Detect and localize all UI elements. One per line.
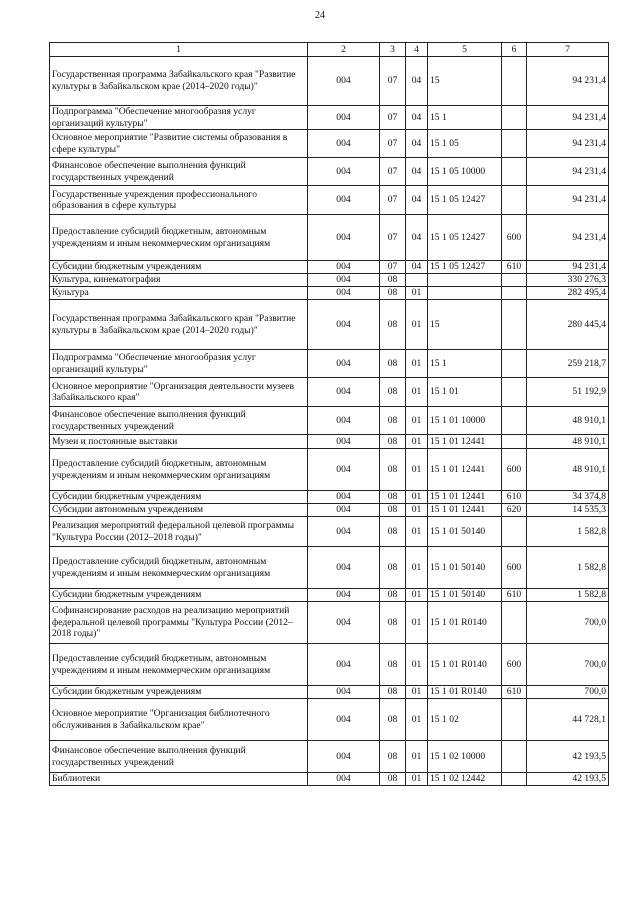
row-ministry-code: 004: [308, 130, 380, 158]
row-name: Субсидии бюджетным учреждениям: [50, 686, 308, 699]
table-row: [50, 287, 609, 300]
table-row: [50, 350, 609, 378]
budget-table: [49, 42, 609, 786]
row-section-code: 07: [380, 215, 406, 261]
column-header: 2: [308, 43, 380, 57]
row-target-article: 15 1 01 R0140: [428, 644, 502, 686]
table-row: [50, 57, 609, 106]
row-expense-type: 610: [502, 589, 527, 602]
row-section-code: 08: [380, 517, 406, 547]
row-section-code: 07: [380, 106, 406, 130]
row-expense-type: [502, 741, 527, 773]
row-ministry-code: 004: [308, 435, 380, 449]
row-subsection-code: 04: [406, 106, 428, 130]
row-target-article: [428, 287, 502, 300]
table-row: [50, 741, 609, 773]
row-section-code: 08: [380, 602, 406, 644]
row-name: Реализация мероприятий федеральной целевой программы "Культура России (2012–2018 годы)": [50, 517, 308, 547]
row-section-code: 08: [380, 378, 406, 407]
row-name: Культура: [50, 287, 308, 300]
row-target-article: 15: [428, 300, 502, 350]
row-amount: 48 910,1: [527, 435, 609, 449]
row-amount: 280 445,4: [527, 300, 609, 350]
row-expense-type: [502, 57, 527, 106]
row-amount: 48 910,1: [527, 449, 609, 491]
row-ministry-code: 004: [308, 504, 380, 517]
row-section-code: 08: [380, 287, 406, 300]
row-amount: 51 192,9: [527, 378, 609, 407]
column-header: 3: [380, 43, 406, 57]
row-expense-type: 600: [502, 644, 527, 686]
row-name: Субсидии автономным учреждениям: [50, 504, 308, 517]
row-subsection-code: 01: [406, 602, 428, 644]
row-expense-type: 600: [502, 547, 527, 589]
row-target-article: 15 1 01 12441: [428, 449, 502, 491]
table-row: [50, 261, 609, 274]
row-expense-type: 620: [502, 504, 527, 517]
row-amount: 700,0: [527, 644, 609, 686]
row-name: Субсидии бюджетным учреждениям: [50, 491, 308, 504]
row-amount: 259 218,7: [527, 350, 609, 378]
row-ministry-code: 004: [308, 106, 380, 130]
row-subsection-code: 01: [406, 449, 428, 491]
row-amount: 94 231,4: [527, 57, 609, 106]
row-section-code: 08: [380, 449, 406, 491]
row-expense-type: [502, 602, 527, 644]
row-section-code: 07: [380, 57, 406, 106]
row-expense-type: 610: [502, 261, 527, 274]
row-ministry-code: 004: [308, 589, 380, 602]
row-amount: 94 231,4: [527, 261, 609, 274]
row-amount: 44 728,1: [527, 699, 609, 741]
row-ministry-code: 004: [308, 602, 380, 644]
row-subsection-code: 01: [406, 407, 428, 435]
row-expense-type: [502, 773, 527, 786]
row-name: Предоставление субсидий бюджетным, автономным учреждениям и иным некоммерческим организациям: [50, 547, 308, 589]
row-target-article: 15 1 05 12427: [428, 215, 502, 261]
row-amount: 94 231,4: [527, 186, 609, 215]
row-section-code: 08: [380, 407, 406, 435]
row-amount: 94 231,4: [527, 130, 609, 158]
row-name: Музеи и постоянные выставки: [50, 435, 308, 449]
table-row: [50, 407, 609, 435]
row-expense-type: [502, 435, 527, 449]
table-row: [50, 274, 609, 287]
page-number: 24: [315, 10, 325, 21]
row-ministry-code: 004: [308, 158, 380, 186]
row-subsection-code: 01: [406, 589, 428, 602]
table-body: [50, 57, 609, 786]
row-target-article: 15 1 05: [428, 130, 502, 158]
row-ministry-code: 004: [308, 741, 380, 773]
table-row: [50, 449, 609, 491]
row-amount: 94 231,4: [527, 106, 609, 130]
row-section-code: 08: [380, 589, 406, 602]
row-expense-type: 600: [502, 449, 527, 491]
row-section-code: 07: [380, 158, 406, 186]
table-row: [50, 158, 609, 186]
row-ministry-code: 004: [308, 215, 380, 261]
row-subsection-code: 01: [406, 699, 428, 741]
row-target-article: 15 1 01 R0140: [428, 686, 502, 699]
row-name: Библиотеки: [50, 773, 308, 786]
row-ministry-code: 004: [308, 773, 380, 786]
row-subsection-code: 01: [406, 287, 428, 300]
row-ministry-code: 004: [308, 378, 380, 407]
row-section-code: 08: [380, 686, 406, 699]
row-amount: 700,0: [527, 602, 609, 644]
row-expense-type: [502, 699, 527, 741]
row-section-code: 08: [380, 435, 406, 449]
table-row: [50, 130, 609, 158]
row-expense-type: [502, 300, 527, 350]
row-section-code: 08: [380, 274, 406, 287]
column-header: 4: [406, 43, 428, 57]
row-target-article: 15 1: [428, 350, 502, 378]
row-ministry-code: 004: [308, 644, 380, 686]
row-expense-type: [502, 106, 527, 130]
row-ministry-code: 004: [308, 274, 380, 287]
row-amount: 330 276,3: [527, 274, 609, 287]
row-ministry-code: 004: [308, 686, 380, 699]
row-target-article: 15 1 01 10000: [428, 407, 502, 435]
row-expense-type: [502, 130, 527, 158]
row-name: Основное мероприятие "Организация деятельности музеев Забайкальского края": [50, 378, 308, 407]
row-amount: 1 582,8: [527, 589, 609, 602]
row-section-code: 07: [380, 130, 406, 158]
row-name: Основное мероприятие "Организация библиотечного обслуживания в Забайкальском крае": [50, 699, 308, 741]
row-amount: 1 582,8: [527, 547, 609, 589]
row-target-article: 15 1 05 10000: [428, 158, 502, 186]
row-amount: 34 374,8: [527, 491, 609, 504]
row-amount: 42 193,5: [527, 773, 609, 786]
table-row: [50, 517, 609, 547]
row-subsection-code: 01: [406, 378, 428, 407]
table-row: [50, 602, 609, 644]
table-row: [50, 699, 609, 741]
table-row: [50, 300, 609, 350]
row-amount: 48 910,1: [527, 407, 609, 435]
row-section-code: 08: [380, 741, 406, 773]
row-name: Основное мероприятие "Развитие системы образования в сфере культуры": [50, 130, 308, 158]
row-ministry-code: 004: [308, 300, 380, 350]
row-subsection-code: 01: [406, 517, 428, 547]
row-section-code: 07: [380, 261, 406, 274]
row-expense-type: [502, 158, 527, 186]
table-row: [50, 589, 609, 602]
header-row: [50, 43, 609, 57]
row-target-article: 15 1 01 12441: [428, 491, 502, 504]
row-subsection-code: 01: [406, 644, 428, 686]
row-name: Софинансирование расходов на реализацию мероприятий федеральной целевой программы "Культура России (2012–2018 годы)": [50, 602, 308, 644]
row-subsection-code: 01: [406, 300, 428, 350]
table-row: [50, 504, 609, 517]
row-expense-type: 610: [502, 491, 527, 504]
row-subsection-code: 01: [406, 504, 428, 517]
row-subsection-code: 01: [406, 547, 428, 589]
row-amount: 94 231,4: [527, 158, 609, 186]
table-row: [50, 547, 609, 589]
row-name: Субсидии бюджетным учреждениям: [50, 261, 308, 274]
row-subsection-code: 04: [406, 57, 428, 106]
table-row: [50, 186, 609, 215]
row-target-article: 15 1 01 R0140: [428, 602, 502, 644]
row-name: Финансовое обеспечение выполнения функций государственных учреждений: [50, 407, 308, 435]
column-header: 6: [502, 43, 527, 57]
row-section-code: 08: [380, 350, 406, 378]
table-row: [50, 773, 609, 786]
row-target-article: 15 1 01 50140: [428, 547, 502, 589]
row-name: Государственная программа Забайкальского края "Развитие культуры в Забайкальском крае (2014–2020 годы)": [50, 57, 308, 106]
row-name: Предоставление субсидий бюджетным, автономным учреждениям и иным некоммерческим организациям: [50, 215, 308, 261]
row-amount: 282 495,4: [527, 287, 609, 300]
row-amount: 700,0: [527, 686, 609, 699]
row-name: Культура, кинематография: [50, 274, 308, 287]
row-expense-type: [502, 517, 527, 547]
table-row: [50, 106, 609, 130]
row-name: Подпрограмма "Обеспечение многообразия услуг организаций культуры": [50, 106, 308, 130]
row-ministry-code: 004: [308, 491, 380, 504]
row-ministry-code: 004: [308, 287, 380, 300]
row-subsection-code: 01: [406, 491, 428, 504]
column-header: 7: [527, 43, 609, 57]
row-name: Предоставление субсидий бюджетным, автономным учреждениям и иным некоммерческим организациям: [50, 644, 308, 686]
column-header: 5: [428, 43, 502, 57]
row-ministry-code: 004: [308, 57, 380, 106]
row-subsection-code: 01: [406, 686, 428, 699]
row-target-article: 15 1: [428, 106, 502, 130]
row-ministry-code: 004: [308, 407, 380, 435]
row-expense-type: 610: [502, 686, 527, 699]
row-subsection-code: 04: [406, 186, 428, 215]
row-name: Государственная программа Забайкальского края "Развитие культуры в Забайкальском крае (2014–2020 годы)": [50, 300, 308, 350]
row-ministry-code: 004: [308, 186, 380, 215]
row-subsection-code: 04: [406, 130, 428, 158]
row-amount: 1 582,8: [527, 517, 609, 547]
row-ministry-code: 004: [308, 261, 380, 274]
row-subsection-code: 04: [406, 158, 428, 186]
row-name: Предоставление субсидий бюджетным, автономным учреждениям и иным некоммерческим организациям: [50, 449, 308, 491]
row-name: Финансовое обеспечение выполнения функций государственных учреждений: [50, 741, 308, 773]
row-subsection-code: 01: [406, 350, 428, 378]
row-section-code: 08: [380, 504, 406, 517]
row-subsection-code: 01: [406, 773, 428, 786]
row-expense-type: [502, 350, 527, 378]
row-subsection-code: [406, 274, 428, 287]
row-expense-type: [502, 186, 527, 215]
row-target-article: 15: [428, 57, 502, 106]
row-name: Государственные учреждения профессионального образования в сфере культуры: [50, 186, 308, 215]
row-expense-type: [502, 287, 527, 300]
row-ministry-code: 004: [308, 517, 380, 547]
row-amount: 42 193,5: [527, 741, 609, 773]
table-row: [50, 686, 609, 699]
row-expense-type: 600: [502, 215, 527, 261]
row-target-article: 15 1 01 12441: [428, 504, 502, 517]
row-subsection-code: 01: [406, 435, 428, 449]
row-section-code: 08: [380, 547, 406, 589]
row-target-article: 15 1 01 12441: [428, 435, 502, 449]
row-target-article: 15 1 01 50140: [428, 517, 502, 547]
row-target-article: 15 1 02 12442: [428, 773, 502, 786]
table-row: [50, 215, 609, 261]
table-row: [50, 491, 609, 504]
row-amount: 94 231,4: [527, 215, 609, 261]
row-section-code: 08: [380, 699, 406, 741]
row-section-code: 07: [380, 186, 406, 215]
row-ministry-code: 004: [308, 547, 380, 589]
row-subsection-code: 01: [406, 741, 428, 773]
row-name: Подпрограмма "Обеспечение многообразия услуг организаций культуры": [50, 350, 308, 378]
row-target-article: 15 1 02: [428, 699, 502, 741]
row-target-article: 15 1 05 12427: [428, 261, 502, 274]
row-section-code: 08: [380, 644, 406, 686]
row-expense-type: [502, 407, 527, 435]
row-subsection-code: 04: [406, 215, 428, 261]
row-target-article: 15 1 01: [428, 378, 502, 407]
row-ministry-code: 004: [308, 449, 380, 491]
row-section-code: 08: [380, 300, 406, 350]
row-target-article: 15 1 01 50140: [428, 589, 502, 602]
table-row: [50, 644, 609, 686]
row-name: Финансовое обеспечение выполнения функций государственных учреждений: [50, 158, 308, 186]
row-amount: 14 535,3: [527, 504, 609, 517]
table-row: [50, 435, 609, 449]
row-target-article: 15 1 02 10000: [428, 741, 502, 773]
row-expense-type: [502, 274, 527, 287]
row-target-article: [428, 274, 502, 287]
row-section-code: 08: [380, 773, 406, 786]
row-subsection-code: 04: [406, 261, 428, 274]
row-name: Субсидии бюджетным учреждениям: [50, 589, 308, 602]
row-ministry-code: 004: [308, 699, 380, 741]
row-target-article: 15 1 05 12427: [428, 186, 502, 215]
row-section-code: 08: [380, 491, 406, 504]
row-ministry-code: 004: [308, 350, 380, 378]
row-expense-type: [502, 378, 527, 407]
column-header: 1: [50, 43, 308, 57]
table-row: [50, 378, 609, 407]
